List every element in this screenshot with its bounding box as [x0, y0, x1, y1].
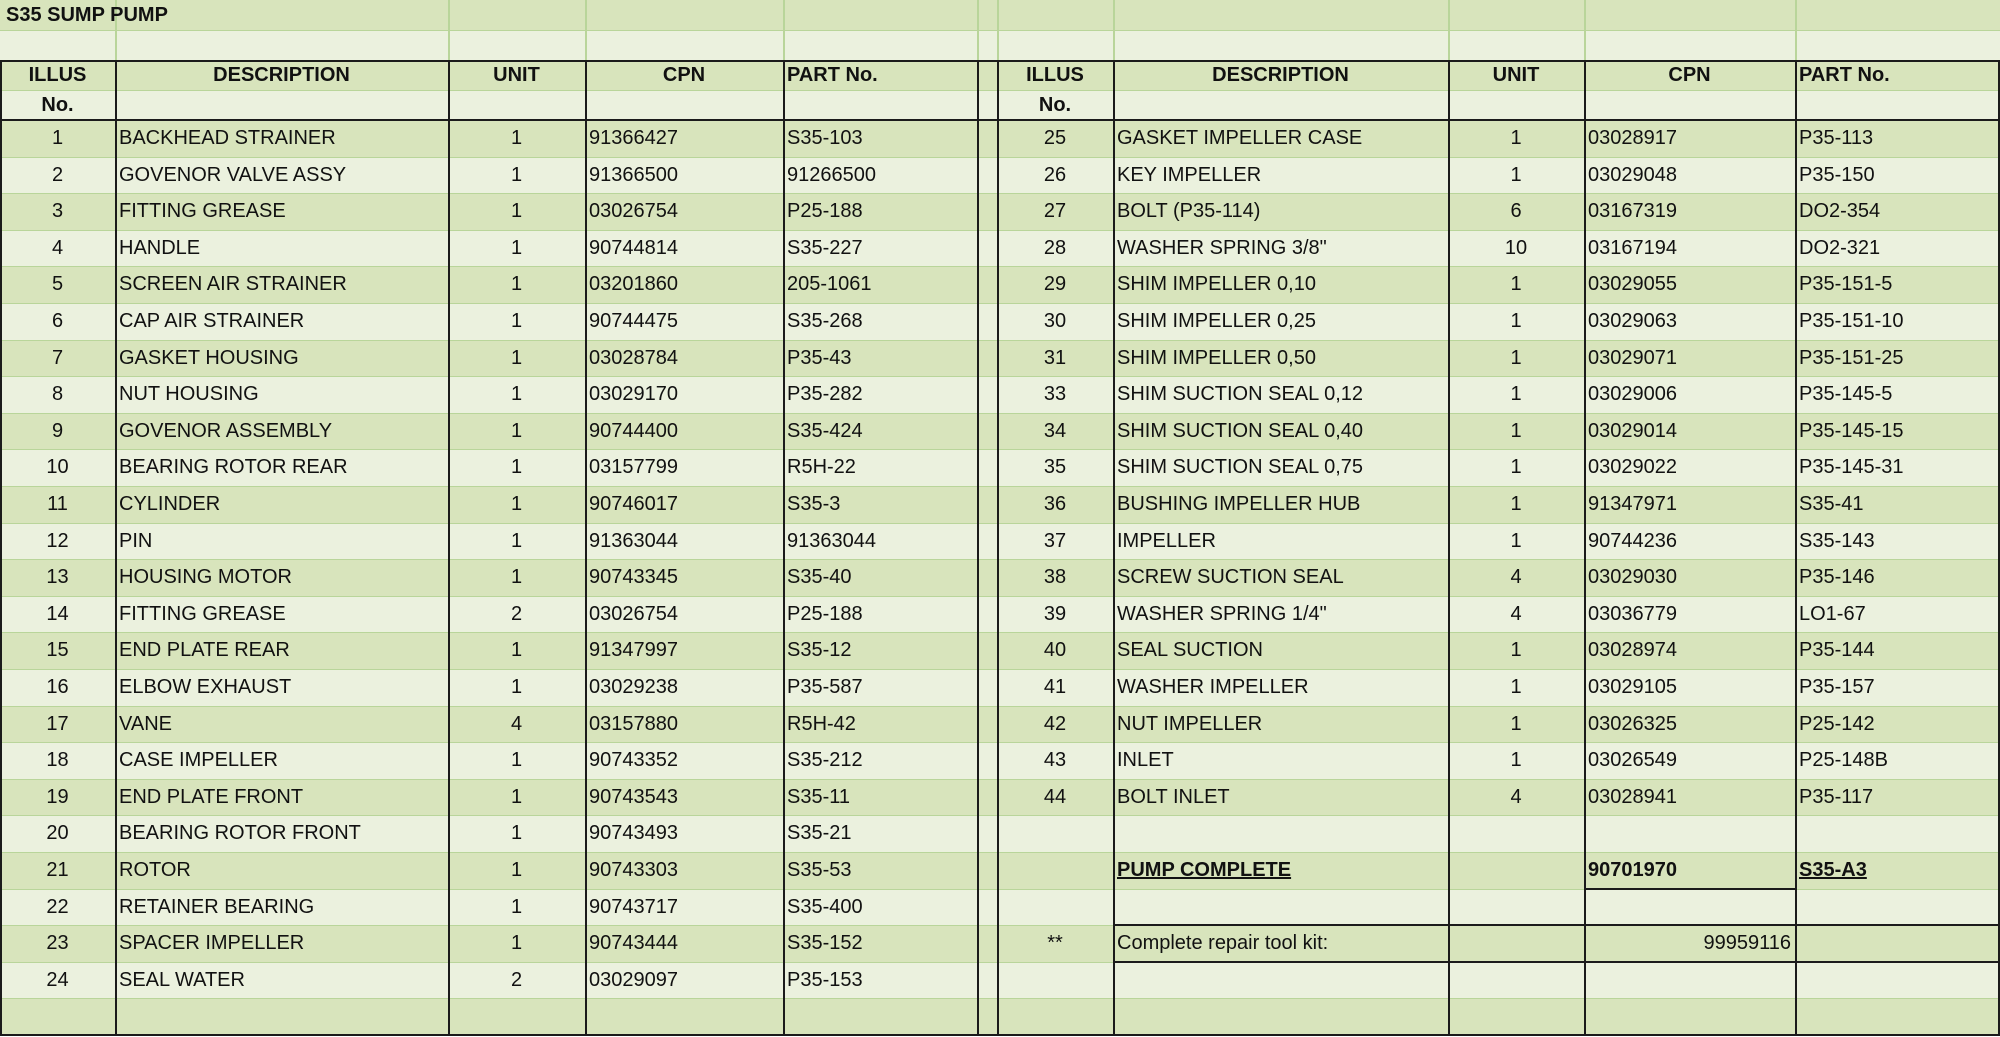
left-illus-no[interactable]: 12	[46, 529, 69, 552]
grid-line	[1448, 0, 1450, 60]
right-unit[interactable]: 1	[1510, 163, 1522, 186]
right-unit[interactable]	[1448, 815, 1584, 852]
left-unit[interactable]: 1	[510, 529, 523, 552]
left-unit[interactable]: 1	[510, 932, 523, 955]
right-part-no[interactable]	[1795, 962, 2000, 999]
left-cpn[interactable]: 90746017	[589, 493, 678, 515]
right-description[interactable]	[1113, 962, 1448, 999]
right-illus-no[interactable]: 39	[1043, 602, 1067, 625]
left-part-no[interactable]: 91266500	[787, 163, 876, 186]
left-illus-no[interactable]: 21	[46, 859, 69, 881]
left-unit[interactable]: 1	[510, 456, 523, 479]
right-description[interactable]: SHIM IMPELLER 0,50	[1117, 346, 1316, 369]
right-unit[interactable]: 1	[1510, 383, 1522, 406]
right-part-no[interactable]	[1795, 889, 2000, 926]
left-cpn[interactable]: 03026754	[589, 602, 678, 625]
right-illus-no[interactable]: 33	[1043, 383, 1067, 406]
right-illus-no[interactable]	[997, 889, 1113, 926]
right-description[interactable]: PUMP COMPLETE	[1117, 859, 1292, 881]
left-description[interactable]: BEARING ROTOR FRONT	[119, 822, 361, 845]
right-cpn[interactable]: 03028941	[1588, 785, 1677, 808]
left-illus-no[interactable]: 3	[51, 200, 64, 223]
left-illus-no[interactable]: 17	[46, 712, 69, 735]
right-unit[interactable]	[1448, 852, 1584, 889]
right-part-no[interactable]: LO1-67	[1799, 602, 1866, 625]
right-description[interactable]: SCREW SUCTION SEAL	[1117, 566, 1344, 589]
left-description[interactable]: GOVENOR VALVE ASSY	[119, 163, 347, 186]
grid-line	[0, 30, 2000, 31]
left-part-no[interactable]: P35-43	[787, 346, 852, 369]
left-part-no[interactable]: P25-188	[787, 602, 863, 625]
left-description[interactable]: SPACER IMPELLER	[119, 932, 305, 955]
right-unit[interactable]: 4	[1510, 785, 1522, 808]
right-description[interactable]: SHIM SUCTION SEAL 0,75	[1117, 456, 1363, 479]
left-description[interactable]	[115, 998, 448, 1035]
right-illus-no[interactable]	[997, 815, 1113, 852]
left-unit[interactable]: 4	[510, 712, 523, 735]
left-illus-no[interactable]: 1	[51, 127, 64, 149]
left-part-no[interactable]: P25-188	[787, 200, 863, 223]
left-unit[interactable]: 1	[510, 163, 523, 186]
right-illus-no[interactable]: 44	[1043, 785, 1067, 808]
right-part-no[interactable]: P35-151-5	[1799, 273, 1893, 296]
right-unit[interactable]	[1448, 925, 1584, 962]
left-illus-no[interactable]: 24	[46, 968, 69, 991]
right-part-no[interactable]	[1795, 925, 2000, 962]
left-description[interactable]: HOUSING MOTOR	[119, 566, 292, 589]
left-description[interactable]: GASKET HOUSING	[119, 346, 299, 369]
right-part-no[interactable]: P35-150	[1799, 163, 1875, 186]
left-cpn[interactable]: 91366427	[589, 127, 678, 149]
left-header-description[interactable]: DESCRIPTION	[213, 64, 350, 86]
right-illus-no[interactable]: 43	[1043, 749, 1067, 772]
right-cpn[interactable]: 03029006	[1588, 383, 1677, 406]
right-cpn[interactable]: 03036779	[1588, 602, 1677, 625]
right-cpn[interactable]	[1584, 889, 1795, 926]
right-unit[interactable]: 1	[1510, 419, 1522, 442]
right-unit[interactable]: 1	[1510, 310, 1522, 332]
grid-line	[783, 0, 785, 60]
right-cpn[interactable]: 03029022	[1588, 456, 1677, 479]
grid-line	[585, 0, 587, 60]
left-part-no[interactable]: P35-153	[787, 968, 863, 991]
right-part-no[interactable]: DO2-354	[1799, 200, 1881, 223]
left-part-no[interactable]: S35-40	[787, 566, 852, 589]
right-illus-no[interactable]	[997, 998, 1113, 1035]
left-description[interactable]: SCREEN AIR STRAINER	[119, 273, 347, 296]
left-description[interactable]: PIN	[119, 529, 153, 552]
left-part-no[interactable]: S35-3	[787, 493, 841, 515]
right-cpn[interactable]: 90744236	[1588, 529, 1677, 552]
right-unit[interactable]: 1	[1510, 273, 1522, 296]
right-description[interactable]	[1113, 998, 1448, 1035]
left-unit[interactable]: 1	[510, 419, 523, 442]
right-part-no[interactable]: P35-151-25	[1799, 346, 1904, 369]
right-unit[interactable]	[1448, 889, 1584, 926]
left-cpn[interactable]: 91347997	[589, 639, 678, 662]
right-description[interactable]: WASHER IMPELLER	[1117, 676, 1309, 698]
right-description[interactable]	[1113, 889, 1448, 926]
left-illus-no[interactable]: 14	[46, 602, 69, 625]
right-unit[interactable]	[1448, 998, 1584, 1035]
left-cpn[interactable]: 03201860	[589, 273, 678, 296]
right-unit[interactable]: 4	[1510, 566, 1522, 589]
right-cpn[interactable]: 03029063	[1588, 310, 1677, 332]
right-part-no[interactable]: DO2-321	[1799, 236, 1881, 259]
right-description[interactable]: WASHER SPRING 1/4"	[1117, 602, 1327, 625]
right-description[interactable]: SEAL SUCTION	[1117, 639, 1263, 662]
right-illus-no[interactable]: 30	[1043, 310, 1067, 332]
left-cpn[interactable]: 90744400	[589, 419, 678, 442]
left-illus-no[interactable]: 19	[46, 785, 69, 808]
left-cpn[interactable]: 90743543	[589, 785, 678, 808]
right-part-no[interactable]: P35-144	[1799, 639, 1875, 662]
right-description[interactable]: IMPELLER	[1117, 529, 1216, 552]
left-part-no[interactable]: S35-152	[787, 932, 863, 955]
right-part-no[interactable]: P35-145-5	[1799, 383, 1893, 406]
pump-complete-underline	[1584, 888, 1795, 890]
left-unit[interactable]: 1	[510, 676, 523, 698]
left-cpn[interactable]: 90743444	[589, 932, 678, 955]
left-unit[interactable]: 1	[510, 346, 523, 369]
right-illus-no[interactable]: 26	[1043, 163, 1067, 186]
right-unit[interactable]: 1	[1510, 346, 1522, 369]
left-cpn[interactable]: 90743345	[589, 566, 678, 589]
right-part-no[interactable]: P35-117	[1799, 785, 1874, 808]
left-cpn[interactable]: 03028784	[589, 346, 678, 369]
right-description[interactable]: WASHER SPRING 3/8"	[1117, 236, 1327, 259]
left-part-no[interactable]: S35-212	[787, 749, 863, 772]
left-illus-no[interactable]: 5	[51, 273, 64, 296]
left-description[interactable]: ELBOW EXHAUST	[119, 676, 292, 698]
left-cpn[interactable]: 90743352	[589, 749, 678, 772]
left-header-part-no[interactable]: PART No.	[787, 64, 878, 86]
right-illus-no[interactable]: 35	[1043, 456, 1067, 479]
repair-kit-border-top	[1113, 924, 1998, 926]
left-illus-no[interactable]: 2	[51, 163, 64, 186]
right-description[interactable]: GASKET IMPELLER CASE	[1117, 127, 1363, 149]
right-unit[interactable]: 1	[1510, 676, 1522, 698]
right-part-no[interactable]: S35-143	[1799, 529, 1875, 552]
right-unit[interactable]: 1	[1510, 529, 1522, 552]
left-part-no[interactable]: S35-11	[787, 785, 851, 808]
left-description[interactable]: CYLINDER	[119, 493, 221, 515]
left-cpn[interactable]: 90744475	[589, 310, 678, 332]
left-description[interactable]: CAP AIR STRAINER	[119, 310, 305, 332]
grid-line	[1584, 0, 1586, 60]
blank-row-bg	[0, 30, 2000, 60]
left-description[interactable]: HANDLE	[119, 236, 201, 259]
panel-divider-left	[977, 60, 979, 1035]
right-cpn[interactable]: 03028974	[1588, 639, 1677, 662]
left-header-illus[interactable]: ILLUS	[28, 64, 87, 86]
right-unit[interactable]: 1	[1510, 127, 1522, 149]
right-cpn[interactable]: 90701970	[1588, 859, 1677, 881]
right-unit[interactable]: 6	[1510, 200, 1522, 223]
grid-line	[1113, 0, 1115, 60]
right-unit[interactable]: 1	[1510, 749, 1522, 772]
left-unit[interactable]: 1	[510, 200, 523, 223]
left-unit[interactable]: 2	[510, 602, 523, 625]
right-header-illus[interactable]: ILLUS	[1026, 64, 1084, 86]
grid-line	[1795, 0, 1797, 60]
right-description[interactable]: SHIM SUCTION SEAL 0,40	[1117, 419, 1363, 442]
sheet-title[interactable]: S35 SUMP PUMP	[6, 4, 168, 26]
left-unit[interactable]: 1	[510, 273, 523, 296]
left-illus-no[interactable]: 20	[46, 822, 69, 845]
right-part-no[interactable]	[1795, 815, 2000, 852]
right-part-no[interactable]	[1795, 998, 2000, 1035]
left-description[interactable]: RETAINER BEARING	[119, 895, 315, 918]
right-description[interactable]: BUSHING IMPELLER HUB	[1117, 493, 1361, 515]
left-description[interactable]: NUT HOUSING	[119, 383, 259, 406]
left-illus-no[interactable]: 15	[46, 639, 69, 662]
left-cpn[interactable]: 03029097	[589, 968, 678, 991]
right-part-no[interactable]: P35-151-10	[1799, 310, 1904, 332]
left-header-illus-no[interactable]: No.	[41, 94, 74, 116]
grid-line	[977, 0, 979, 60]
left-illus-no[interactable]: 23	[46, 932, 69, 955]
right-cpn[interactable]: 03029030	[1588, 566, 1677, 589]
right-part-no[interactable]: P25-142	[1799, 712, 1875, 735]
left-part-no[interactable]: S35-268	[787, 310, 863, 332]
left-unit[interactable]: 1	[510, 127, 523, 149]
right-cpn[interactable]: 03029048	[1588, 163, 1677, 186]
right-illus-no[interactable]: 37	[1043, 529, 1067, 552]
left-cpn[interactable]: 03026754	[589, 200, 678, 223]
right-cpn[interactable]: 03029014	[1588, 419, 1677, 442]
right-header-description[interactable]: DESCRIPTION	[1212, 64, 1349, 86]
right-cpn[interactable]: 03029071	[1588, 346, 1677, 369]
right-illus-no[interactable]: 25	[1043, 127, 1067, 149]
left-unit[interactable]: 1	[510, 566, 523, 589]
left-description[interactable]: BEARING ROTOR REAR	[119, 456, 348, 479]
right-unit[interactable]	[1448, 962, 1584, 999]
right-illus-no[interactable]	[997, 852, 1113, 889]
right-cpn[interactable]: 03028917	[1588, 127, 1677, 149]
right-illus-no[interactable]: **	[1047, 932, 1063, 955]
left-illus-no[interactable]: 9	[51, 419, 64, 442]
left-unit[interactable]: 1	[510, 639, 523, 662]
left-unit[interactable]: 1	[510, 749, 523, 772]
right-cpn[interactable]	[1584, 962, 1795, 999]
left-unit[interactable]: 1	[510, 785, 523, 808]
left-description[interactable]: FITTING GREASE	[119, 602, 286, 625]
left-header-cpn[interactable]: CPN	[662, 64, 706, 86]
right-unit[interactable]: 1	[1510, 639, 1522, 662]
right-illus-no[interactable]: 38	[1043, 566, 1067, 589]
left-description[interactable]: FITTING GREASE	[119, 200, 286, 223]
right-unit[interactable]: 4	[1510, 602, 1522, 625]
left-part-no[interactable]: P35-282	[787, 383, 863, 406]
left-illus-no[interactable]: 22	[46, 895, 69, 918]
right-description[interactable]	[1113, 815, 1448, 852]
right-description[interactable]: NUT IMPELLER	[1117, 712, 1263, 735]
right-unit[interactable]: 1	[1510, 493, 1522, 515]
right-cpn[interactable]: 99959116	[1703, 932, 1791, 955]
right-cpn[interactable]	[1584, 998, 1795, 1035]
right-cpn[interactable]: 03029105	[1588, 676, 1677, 698]
left-description[interactable]: END PLATE FRONT	[119, 785, 304, 808]
right-illus-no[interactable]: 34	[1043, 419, 1067, 442]
right-unit[interactable]: 10	[1504, 236, 1528, 259]
right-description[interactable]: SHIM IMPELLER 0,10	[1117, 273, 1316, 296]
right-part-no[interactable]: P35-145-31	[1799, 456, 1904, 479]
left-illus-no[interactable]	[0, 998, 115, 1035]
left-cpn[interactable]: 03157880	[589, 712, 678, 735]
right-illus-no[interactable]: 40	[1043, 639, 1067, 662]
left-part-no[interactable]: R5H-22	[787, 456, 856, 479]
left-part-no[interactable]: S35-53	[787, 859, 852, 881]
left-unit[interactable]: 1	[510, 383, 523, 406]
left-description[interactable]: VANE	[119, 712, 172, 735]
left-unit[interactable]	[448, 998, 585, 1035]
left-part-no[interactable]: 205-1061	[787, 273, 872, 296]
right-cpn[interactable]	[1584, 815, 1795, 852]
right-description[interactable]: BOLT INLET	[1117, 785, 1230, 808]
right-illus-no[interactable]	[997, 962, 1113, 999]
right-header-cpn[interactable]: CPN	[1668, 64, 1711, 86]
right-illus-no[interactable]: 42	[1043, 712, 1067, 735]
left-unit[interactable]: 2	[510, 968, 523, 991]
right-illus-no[interactable]: 36	[1043, 493, 1067, 515]
right-description[interactable]: SHIM IMPELLER 0,25	[1117, 310, 1316, 332]
grid-line	[448, 0, 450, 60]
left-description[interactable]: ROTOR	[119, 859, 191, 881]
right-illus-no[interactable]: 41	[1043, 676, 1067, 698]
left-unit[interactable]: 1	[510, 310, 523, 332]
left-part-no[interactable]: P35-587	[787, 676, 863, 698]
left-unit[interactable]: 1	[510, 859, 523, 881]
left-part-no[interactable]: S35-227	[787, 236, 863, 259]
right-unit[interactable]: 1	[1510, 456, 1522, 479]
right-illus-no[interactable]: 29	[1043, 273, 1067, 296]
left-cpn[interactable]: 90743493	[589, 822, 678, 845]
left-part-no[interactable]: 91363044	[787, 529, 876, 552]
left-part-no[interactable]	[783, 998, 977, 1035]
right-description[interactable]: BOLT (P35-114)	[1117, 200, 1261, 223]
left-unit[interactable]: 1	[510, 236, 523, 259]
left-illus-no[interactable]: 18	[46, 749, 69, 772]
right-description[interactable]: SHIM SUCTION SEAL 0,12	[1117, 383, 1363, 406]
left-description[interactable]: GOVENOR ASSEMBLY	[119, 419, 333, 442]
left-illus-no[interactable]: 11	[47, 493, 68, 515]
left-unit[interactable]: 1	[510, 822, 523, 845]
right-unit[interactable]: 1	[1510, 712, 1522, 735]
right-illus-no[interactable]: 27	[1043, 200, 1067, 223]
right-illus-no[interactable]: 31	[1043, 346, 1067, 369]
right-cpn[interactable]: 03167319	[1588, 200, 1677, 223]
right-description[interactable]: KEY IMPELLER	[1117, 163, 1262, 186]
right-description[interactable]: INLET	[1117, 749, 1174, 772]
left-part-no[interactable]: S35-21	[787, 822, 852, 845]
right-cpn[interactable]: 03026325	[1588, 712, 1677, 735]
repair-kit-border-bottom	[1113, 961, 1998, 963]
left-cpn[interactable]: 03029238	[589, 676, 678, 698]
right-part-no[interactable]: P35-145-15	[1799, 419, 1904, 442]
left-cpn[interactable]	[585, 998, 783, 1035]
right-cpn[interactable]: 03029055	[1588, 273, 1677, 296]
left-part-no[interactable]: R5H-42	[787, 712, 856, 735]
right-part-no[interactable]: P35-146	[1799, 566, 1875, 589]
left-description[interactable]: CASE IMPELLER	[119, 749, 278, 772]
right-cpn[interactable]: 03026549	[1588, 749, 1677, 772]
left-cpn[interactable]: 91366500	[589, 163, 678, 186]
left-cpn[interactable]: 03157799	[589, 456, 678, 479]
left-part-no[interactable]: S35-424	[787, 419, 863, 442]
right-header-unit[interactable]: UNIT	[1492, 64, 1540, 86]
right-cpn[interactable]: 91347971	[1588, 493, 1677, 515]
right-part-no[interactable]: S35-41	[1799, 493, 1864, 515]
left-unit[interactable]: 1	[510, 493, 523, 515]
left-cpn[interactable]: 90743717	[589, 895, 678, 918]
left-illus-no[interactable]: 6	[51, 310, 64, 332]
left-cpn[interactable]: 91363044	[589, 529, 678, 552]
left-description[interactable]: SEAL WATER	[119, 968, 245, 991]
right-header-illus-no[interactable]: No.	[1038, 94, 1072, 116]
left-part-no[interactable]: S35-103	[787, 127, 863, 149]
left-unit[interactable]: 1	[510, 895, 523, 918]
left-part-no[interactable]: S35-400	[787, 895, 863, 918]
grid-line	[997, 0, 999, 60]
left-illus-no[interactable]: 16	[46, 676, 69, 698]
left-illus-no[interactable]: 7	[51, 346, 64, 369]
left-description[interactable]: BACKHEAD STRAINER	[119, 127, 336, 149]
right-illus-no[interactable]: 28	[1043, 236, 1067, 259]
left-part-no[interactable]: S35-12	[787, 639, 852, 662]
right-description[interactable]: Complete repair tool kit:	[1117, 932, 1329, 955]
right-part-no[interactable]: P25-148B	[1799, 749, 1888, 772]
right-part-no[interactable]: P35-157	[1799, 676, 1875, 698]
right-header-part-no[interactable]: PART No.	[1799, 64, 1890, 86]
left-illus-no[interactable]: 4	[51, 236, 64, 259]
left-illus-no[interactable]: 13	[46, 566, 69, 589]
right-part-no[interactable]: S35-A3	[1799, 859, 1867, 881]
left-cpn[interactable]: 90744814	[589, 236, 678, 259]
right-cpn[interactable]: 03167194	[1588, 236, 1677, 259]
left-cpn[interactable]: 90743303	[589, 859, 678, 881]
left-cpn[interactable]: 03029170	[589, 383, 678, 406]
left-illus-no[interactable]: 8	[51, 383, 64, 406]
left-header-unit[interactable]: UNIT	[493, 64, 540, 86]
right-part-no[interactable]: P35-113	[1799, 127, 1874, 149]
left-illus-no[interactable]: 10	[46, 456, 69, 479]
left-description[interactable]: END PLATE REAR	[119, 639, 290, 662]
